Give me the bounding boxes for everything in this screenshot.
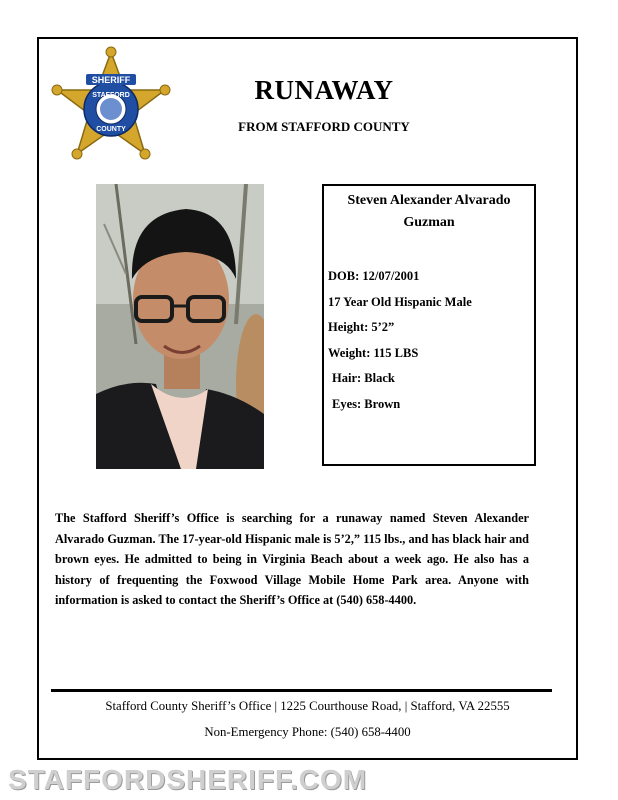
summary-text: 17 Year Old Hispanic Male	[328, 294, 472, 309]
subject-facts	[328, 264, 472, 417]
footer-phone: Non-Emergency Phone: (540) 658-4400	[204, 725, 411, 739]
badge-text-mid: STAFFORD	[92, 92, 130, 99]
weight-text: Weight: 115 LBS	[328, 345, 419, 360]
subject-name: Steven Alexander Alvarado Guzman	[347, 193, 511, 230]
person-photo	[96, 184, 264, 469]
page-subtitle: FROM STAFFORD COUNTY	[238, 119, 410, 134]
badge-text-bottom: COUNTY	[96, 126, 126, 133]
badge-text-top: SHERIFF	[91, 75, 131, 85]
sheriff-star-badge-icon	[46, 46, 176, 174]
eyes-text: Eyes: Brown	[332, 396, 401, 411]
page-title: RUNAWAY	[254, 75, 394, 105]
subject-info-box	[322, 184, 536, 466]
hair-text: Hair: Black	[332, 371, 395, 385]
runaway-poster	[37, 37, 578, 760]
description-paragraph: The Stafford Sheriff’s Office is searching for a runaway named Steven Alexander Alvarado Guzman. The 17-year-old Hispanic male is 5’2,” 115 lbs., and has black hair and brown eyes. He admitted to being in Virginia Beach about a week ago. He also has a history of frequenting the Foxwood Village Mobile Home Park area. Anyone with information is asked to contact the Sheriff’s Office at (540) 658-4400.	[55, 511, 529, 607]
height-text: Height: 5’2”	[328, 320, 395, 334]
footer-address: Stafford County Sheriff’s Office | 1225 Courthouse Road, | Stafford, VA 22555	[105, 699, 510, 713]
footer-divider	[51, 689, 552, 692]
dob-text: DOB: 12/07/2001	[328, 269, 420, 283]
site-watermark: STAFFORDSHERIFF.COM	[8, 764, 368, 795]
